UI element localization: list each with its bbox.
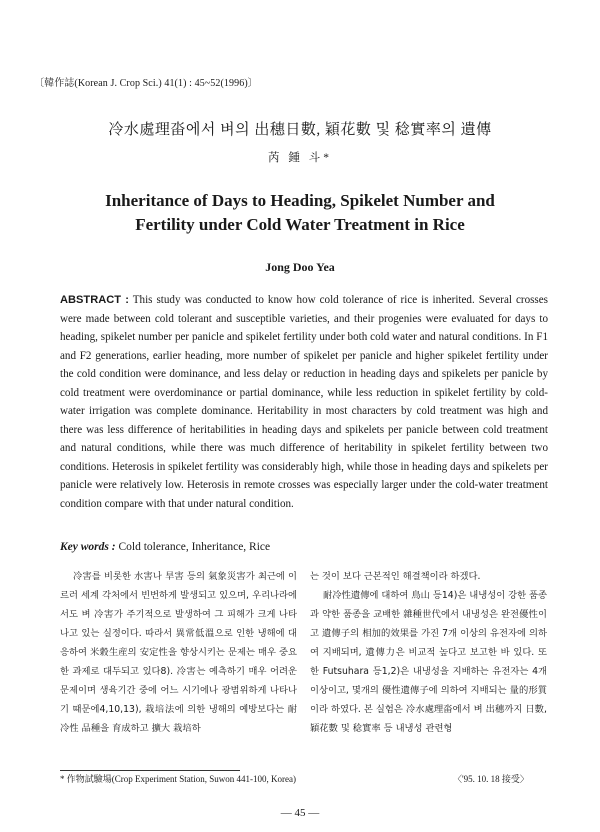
footnote-divider (60, 770, 240, 771)
affiliation-footnote: * 作物試驗場(Crop Experiment Station, Suwon 441-100, Korea) (60, 774, 296, 784)
english-title (0, 189, 600, 237)
keywords-label: Key words : (60, 541, 116, 553)
body-paragraph: 는 것이 보다 근본적인 해결책이라 하겠다. (310, 571, 481, 582)
abstract-label: ABSTRACT : (60, 294, 129, 306)
english-title-line-1: Inheritance of Days to Heading, Spikelet Number and (105, 191, 495, 210)
keywords-text: Cold tolerance, Inheritance, Rice (118, 541, 271, 553)
english-author: Jong Doo Yea (265, 260, 335, 274)
body-paragraph: 耐冷性遺傳에 대하여 鳥山 등14)은 내냉성이 강한 품종과 약한 품종을 교배한 雜種世代에서 내냉성은 완전優性이고 遺傳子의 相加的效果를 가진 7개 이상의 유전자에 의하여 지배되며, 遺傳力은 비교적 높다고 보고한 바 있다. 또한 Futsuhara 등1,2)은 내냉성을 지배하는 유전자는 4개 이상이고, 몇개의 優性遺傳子에 의하여 지배되는 量的形質이라 하였다. 본 실험은 冷水處理畓에서 벼 出穗까지 日數, 穎花數 및 稔實率 등 내냉성 관련형 (310, 590, 548, 734)
keywords (60, 541, 270, 553)
abstract-text: This study was conducted to know how cold tolerance of rice is inherited. Several crosses were made between cold tolerant and susceptible varieties, and their progenies were evaluated for days to heading, spikelet number per panicle and spikelet fertility under both cold water and natural conditions. In F1 and F2 generations, earlier heading, more number of spikelet per panicle and higher spikelet fertility under the cold condition were dominance, and less delay or reduction in heading days and spikelets per panicle by cold treatment were overdominance or partial dominance, while less reduction in spikelet fertility by cold-water irrigation was complete dominance. Heritability in most characters by cold treatment was high and there was less difference of heritabilities in heading days and spikelets per panicle between cold treatment and natural conditions, while there was much difference of heritability in spikelet fertility between two conditions. Heterosis in spikelet fertility was considerably high, while those in heading days and spikelets per panicle were relatively low. Heterosis in remote crosses was especially larger under the cold-water treatment condition compare with that under natural condition. (60, 294, 548, 510)
english-title-line-2: Fertility under Cold Water Treatment in Rice (135, 215, 465, 234)
body-right-column (310, 567, 547, 738)
korean-author: 芮 鍾 斗* (268, 152, 332, 164)
received-date: 〈'95. 10. 18 接受〉 (453, 774, 529, 784)
body-left-column (60, 567, 297, 738)
korean-title: 冷水處理畓에서 벼의 出穗日數, 穎花數 및 稔實率의 遺傳 (108, 122, 492, 138)
body-paragraph: 冷害를 비롯한 水害나 旱害 등의 氣象災害가 최근에 이르러 세계 각처에서 빈번하게 발생되고 있으며, 우리나라에서도 벼 冷害가 주기적으로 발생하여 그 피해가 크게 나타나고 있는 실정이다. 따라서 異常低溫으로 인한 냉해에 대응하여 米穀生産의 安定性을 향상시키는 문제는 매우 중요한 과제로 대두되고 있다8). 冷害는 예측하기 매우 어려운 문제이며 생육기간 중에 어느 시기에나 광범위하게 나타나기 때문에4,10,13), 栽培法에 의한 냉해의 예방보다는 耐冷性 品種을 育成하고 擴大 栽培하 (60, 571, 297, 734)
abstract (60, 291, 548, 513)
page-number: — 45 — (280, 807, 320, 819)
journal-reference: 〔韓作誌(Korean J. Crop Sci.) 41(1) : 45~52(1996)〕 (34, 78, 258, 89)
